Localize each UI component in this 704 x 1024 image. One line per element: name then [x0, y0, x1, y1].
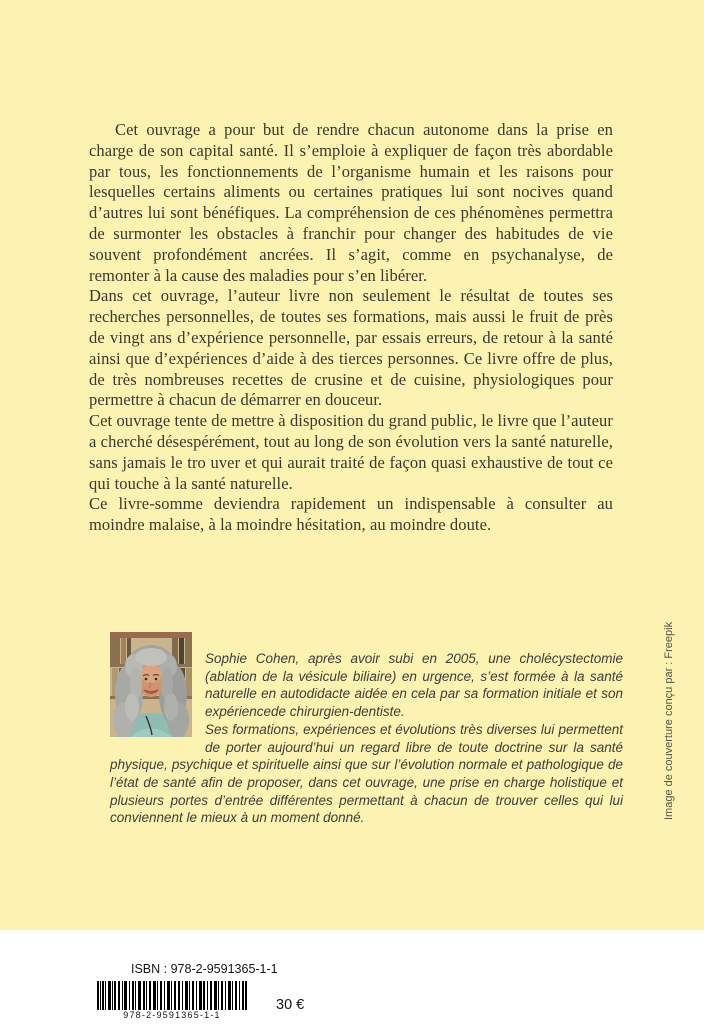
isbn-text: ISBN : 978-2-9591365-1-1	[131, 962, 278, 976]
synopsis-paragraph: Cet ouvrage a pour but de rendre chacun autonome dans la prise en charge de son capital santé. Il s’emploie à expliquer de façon très abordable par tous, les fonctionnements de l’organisme humain et les raisons pour lesquelles certains aliments ou certaines pratiques lui sont nocives quand d’autres lui sont bénéfiques. La compréhension de ces phénomènes permettra de surmonter les obstacles à franchir pour changer des habitudes de vie souvent profondément ancrées. Il s’agit, comme en psychanalyse, de remonter à la cause des maladies pour s’en libérer.	[89, 120, 613, 285]
barcode-bars	[97, 981, 247, 1010]
barcode	[97, 981, 247, 1020]
bio-paragraph: Ses formations, expériences et évolutions très diverses lui permettent de porter aujourd’hui un regard libre de toute doctrine sur la santé physique, psychique et spirituelle ainsi que sur l’évolution normale et pathologique de l’état de santé afin de proposer, dans cet ouvrage, une prise en charge holistique et plusieurs portes d’entrée différentes permettant à chacun de trouver celles qui lui conviennent le mieux à un moment donné.	[110, 721, 623, 826]
synopsis	[89, 120, 613, 536]
bio-paragraph: Sophie Cohen, après avoir subi en 2005, une cholécystectomie (ablation de la vésicule biliaire) en urgence, s’est formée à la santé naturelle en autodidacte aidée en cela par sa formation initiale et son expériencede chirurgien-dentiste.	[205, 651, 623, 720]
synopsis-paragraph: Ce livre-somme deviendra rapidement un indispensable à consulter au moindre malaise, à la moindre hésitation, au moindre doute.	[89, 494, 613, 535]
barcode-number: 978-2-9591365-1-1	[123, 1010, 221, 1020]
author-portrait-illustration	[110, 632, 192, 737]
cover-image-credit: Image de couverture conçu par : Freepik	[663, 621, 675, 821]
author-bio	[110, 631, 623, 827]
author-photo	[110, 632, 192, 737]
synopsis-paragraph: Dans cet ouvrage, l’auteur livre non seulement le résultat de toutes ses recherches personnelles, de toutes ses formations, mais aussi le fruit de près de vingt ans d’expérience personnelle, par essais erreurs, de retour à la santé ainsi que d’expériences d’aide à des tierces personnes. Ce livre offre de plus, de très nombreuses recettes de crusine et de cuisine, physiologiques pour permettre à chacun de démarrer en douceur.	[89, 286, 613, 410]
synopsis-paragraph: Cet ouvrage tente de mettre à disposition du grand public, le livre que l’auteur a cherché désespérément, tout au long de son évolution vers la santé naturelle, sans jamais le tro uver et qui aurait traité de façon quasi exhaustive de tout ce qui touche à la santé naturelle.	[89, 411, 613, 493]
price: 30 €	[276, 997, 305, 1013]
